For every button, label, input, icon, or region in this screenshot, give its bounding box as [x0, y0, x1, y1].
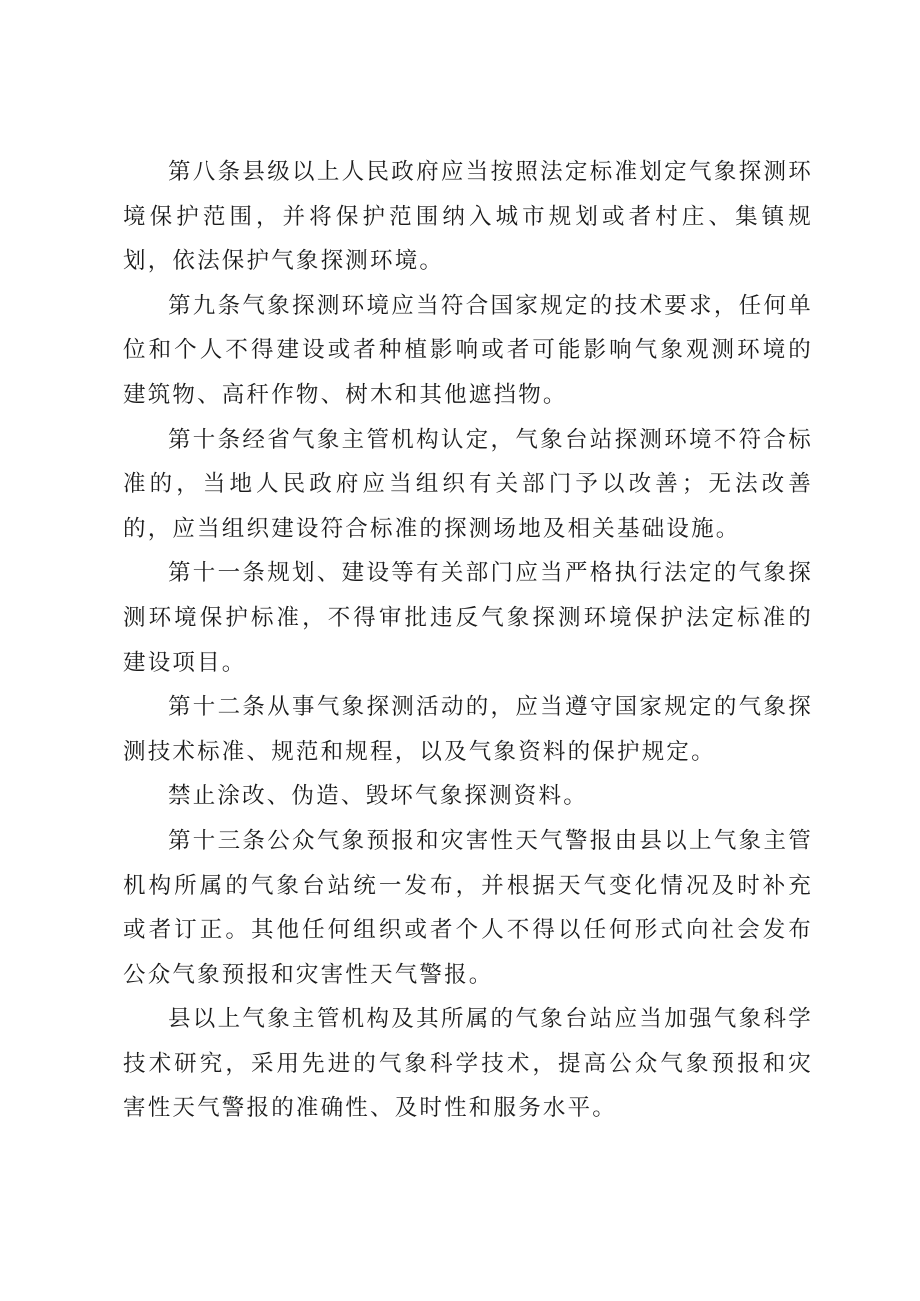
article-12-paragraph: 第十二条从事气象探测活动的，应当遵守国家规定的气象探测技术标准、规范和规程，以及气象资料的保护规定。	[123, 694, 813, 765]
document-page	[123, 150, 813, 1131]
article-9-paragraph: 第九条气象探测环境应当符合国家规定的技术要求，任何单位和个人不得建设或者种植影响或者可能影响气象观测环境的建筑物、高秆作物、树木和其他遮挡物。	[123, 292, 813, 408]
article-12-clause-2-paragraph: 禁止涂改、伪造、毁坏气象探测资料。	[168, 783, 588, 810]
article-10-paragraph: 第十条经省气象主管机构认定，气象台站探测环境不符合标准的，当地人民政府应当组织有关部门予以改善；无法改善的，应当组织建设符合标准的探测场地及相关基础设施。	[123, 426, 813, 542]
article-8-paragraph: 第八条县级以上人民政府应当按照法定标准划定气象探测环境保护范围，并将保护范围纳入城市规划或者村庄、集镇规划，依法保护气象探测环境。	[123, 159, 813, 275]
article-13-clause-2-paragraph: 县以上气象主管机构及其所属的气象台站应当加强气象科学技术研究，采用先进的气象科学技术，提高公众气象预报和灾害性天气警报的准确性、及时性和服务水平。	[123, 1006, 813, 1122]
article-13-paragraph: 第十三条公众气象预报和灾害性天气警报由县以上气象主管机构所属的气象台站统一发布，并根据天气变化情况及时补充或者订正。其他任何组织或者个人不得以任何形式向社会发布公众气象预报和灾害性天气警报。	[123, 827, 813, 988]
article-11-paragraph: 第十一条规划、建设等有关部门应当严格执行法定的气象探测环境保护标准，不得审批违反气象探测环境保护法定标准的建设项目。	[123, 560, 813, 676]
